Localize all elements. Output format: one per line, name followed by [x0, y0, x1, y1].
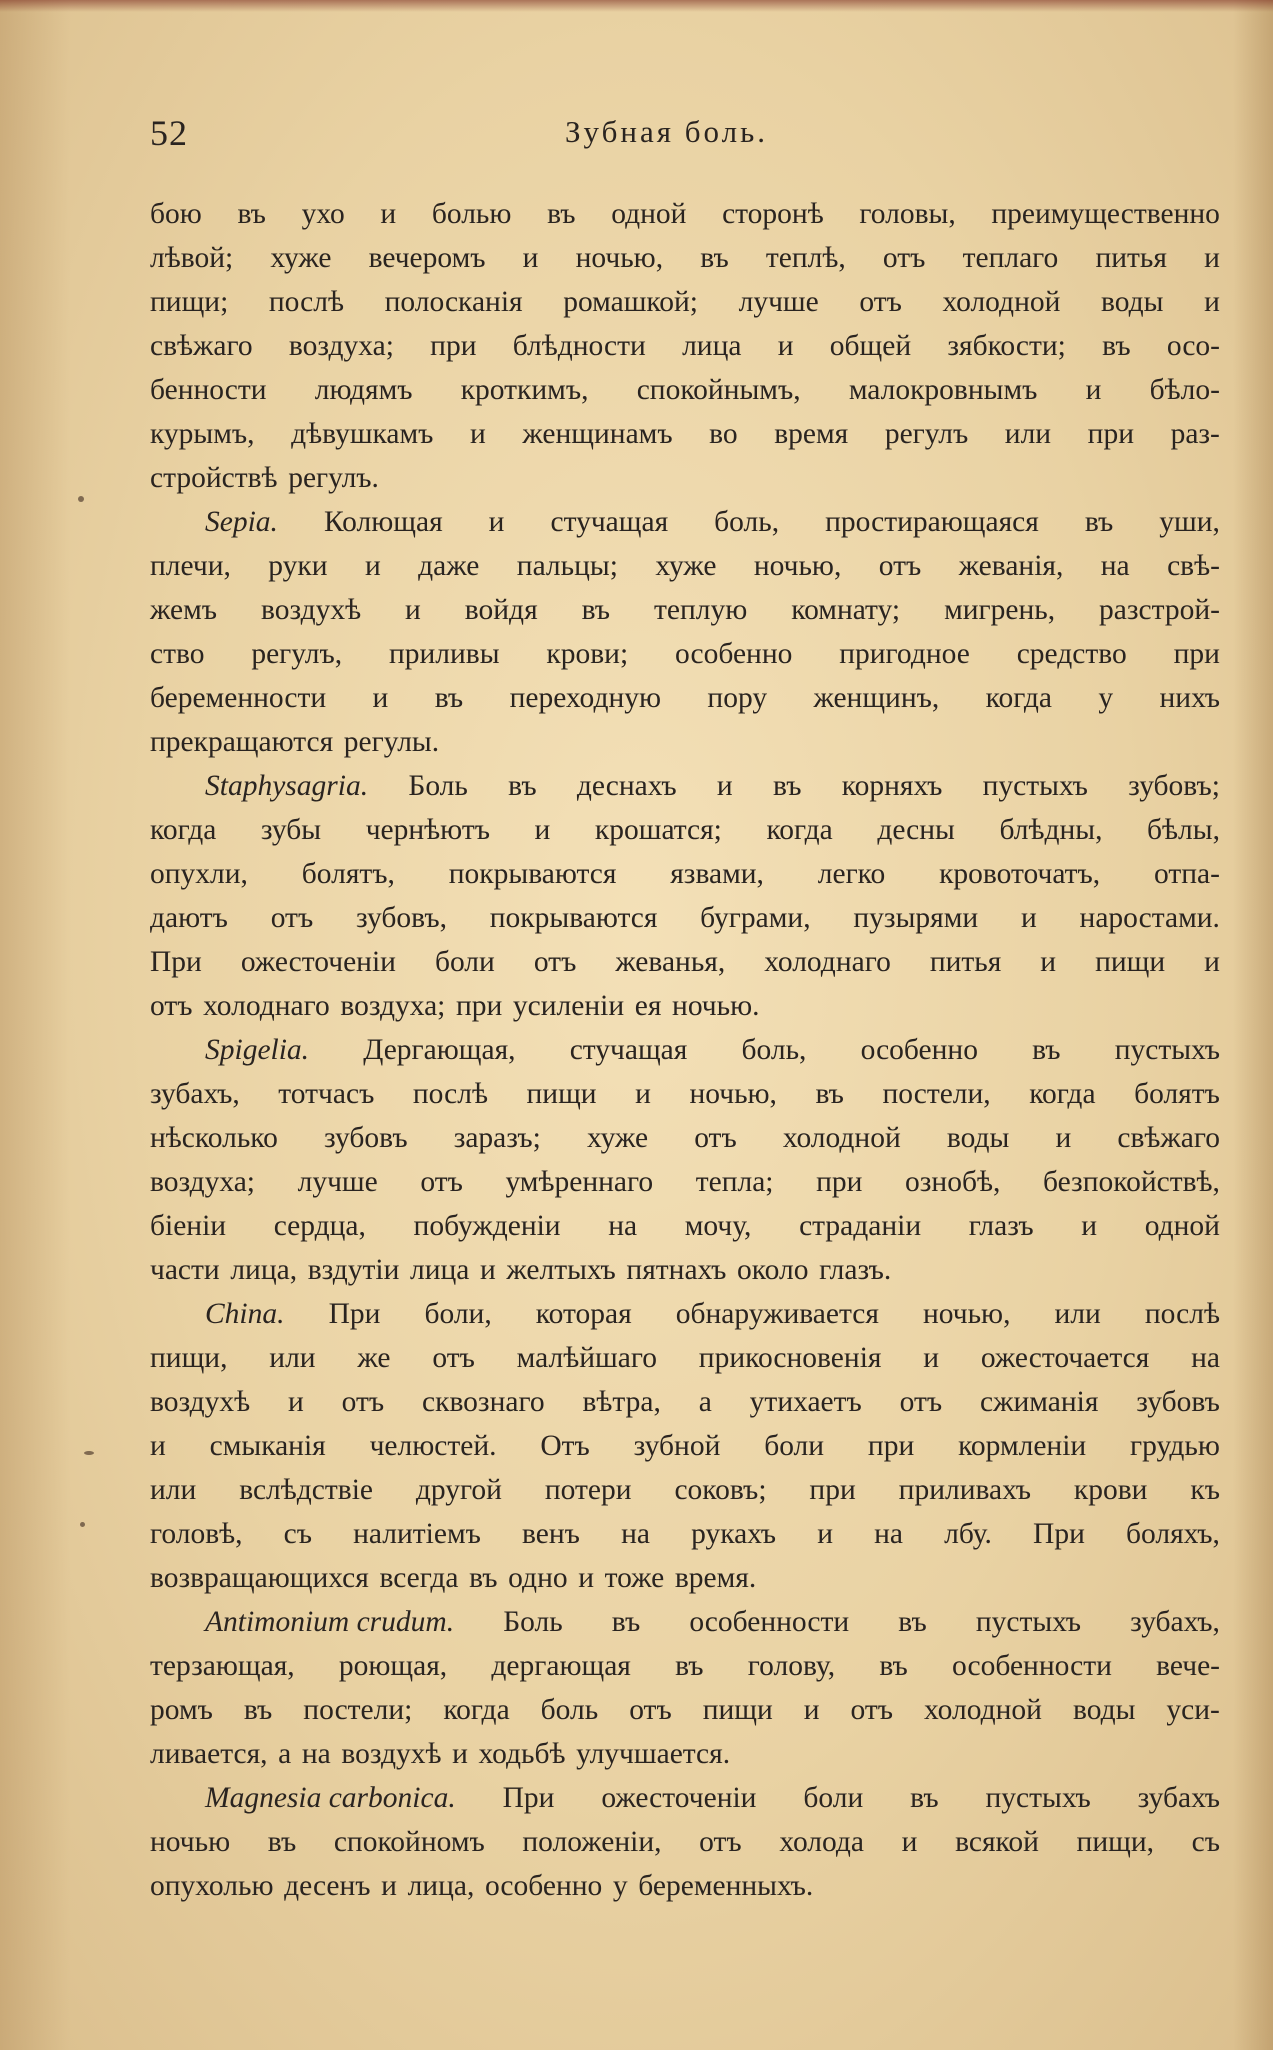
paragraph [150, 192, 1220, 500]
ink-speck [80, 1522, 85, 1527]
text-line: ство регулъ, приливы крови; особенно пригодное средство при [150, 638, 1220, 670]
text-line: терзающая, роющая, дергающая въ голову, въ особенности вече- [150, 1650, 1220, 1682]
page-edge-shadow-left [0, 0, 70, 2050]
text-line: когда зубы чернѣютъ и крошатся; когда десны блѣдны, бѣлы, [150, 814, 1220, 846]
text-line: Spigelia. Дергающая, стучащая боль, особенно въ пустыхъ [150, 1028, 1220, 1072]
text-line: зубахъ, тотчасъ послѣ пищи и ночью, въ постели, когда болятъ [150, 1078, 1220, 1110]
text-line: China. При боли, которая обнаруживается ночью, или послѣ [150, 1292, 1220, 1336]
remedy-name: Antimonium crudum. [205, 1606, 455, 1638]
text-line: Antimonium crudum. Боль въ особенности въ пустыхъ зубахъ, [150, 1600, 1220, 1644]
page-number: 52 [150, 113, 188, 153]
text-line: бенности людямъ кроткимъ, спокойнымъ, малокровнымъ и бѣло- [150, 374, 1220, 406]
text-line: или вслѣдствіе другой потери соковъ; при приливахъ крови къ [150, 1474, 1220, 1506]
text-line: пищи; послѣ полосканія ромашкой; лучше отъ холодной воды и [150, 286, 1220, 318]
text-line: опухли, болятъ, покрываются язвами, легко кровоточатъ, отпа- [150, 858, 1220, 890]
page-edge-shadow-right [1233, 0, 1273, 2050]
paragraph [150, 1600, 1220, 1776]
text-line: Magnesia carbonica. При ожесточеніи боли въ пустыхъ зубахъ [150, 1776, 1220, 1820]
paragraph [150, 500, 1220, 764]
text-line: ромъ въ постели; когда боль отъ пищи и отъ холодной воды уси- [150, 1694, 1220, 1726]
text-line: стройствѣ регулъ. [150, 462, 379, 494]
text-line: лѣвой; хуже вечеромъ и ночью, въ теплѣ, отъ теплаго питья и [150, 242, 1220, 274]
text-line: Staphysagria. Боль въ деснахъ и въ корняхъ пустыхъ зубовъ; [150, 764, 1220, 808]
text-line: воздуха; лучше отъ умѣреннаго тепла; при ознобѣ, безпокойствѣ, [150, 1166, 1220, 1198]
text-line: бою въ ухо и болью въ одной сторонѣ головы, преимущественно [150, 198, 1220, 230]
remedy-name: Spigelia. [205, 1034, 310, 1066]
text-line: прекращаются регулы. [150, 726, 440, 758]
text-line: опухолью десенъ и лица, особенно у беременныхъ. [150, 1870, 814, 1902]
paragraph [150, 764, 1220, 1028]
text-line: возвращающихся всегда въ одно и тоже время. [150, 1562, 757, 1594]
page-header [150, 112, 1220, 162]
text-line: части лица, вздутіи лица и желтыхъ пятнахъ около глазъ. [150, 1254, 892, 1286]
text-line: свѣжаго воздуха; при блѣдности лица и общей зябкости; въ осо- [150, 330, 1220, 362]
text-line: курымъ, дѣвушкамъ и женщинамъ во время регулъ или при раз- [150, 418, 1220, 450]
remedy-name: Sepia. [205, 506, 278, 538]
text-line: ливается, а на воздухѣ и ходьбѣ улучшается. [150, 1738, 731, 1770]
remedy-name: Staphysagria. [205, 770, 369, 802]
ink-speck [78, 496, 84, 502]
text-line: и смыканія челюстей. Отъ зубной боли при кормленіи грудью [150, 1430, 1220, 1462]
text-line: біеніи сердца, побужденіи на мочу, страданіи глазъ и одной [150, 1210, 1220, 1242]
page-body-text [150, 192, 1220, 1908]
text-line: беременности и въ переходную пору женщинъ, когда у нихъ [150, 682, 1220, 714]
text-line: пищи, или же отъ малѣйшаго прикосновенія и ожесточается на [150, 1342, 1220, 1374]
page-top-stain [0, 0, 1273, 12]
text-line: нѣсколько зубовъ заразъ; хуже отъ холодной воды и свѣжаго [150, 1122, 1220, 1154]
text-line: воздухѣ и отъ сквознаго вѣтра, а утихаетъ отъ сжиманія зубовъ [150, 1386, 1220, 1418]
paragraph [150, 1776, 1220, 1908]
ink-speck [84, 1451, 94, 1455]
text-line: Sepia. Колющая и стучащая боль, простирающаяся въ уши, [150, 500, 1220, 544]
text-line: головѣ, съ налитіемъ венъ на рукахъ и на лбу. При боляхъ, [150, 1518, 1220, 1550]
remedy-name: Magnesia carbonica. [205, 1782, 456, 1814]
paragraph [150, 1292, 1220, 1600]
remedy-name: China. [205, 1298, 285, 1330]
paragraph [150, 1028, 1220, 1292]
text-line: ночью въ спокойномъ положеніи, отъ холода и всякой пищи, съ [150, 1826, 1220, 1858]
text-line: жемъ воздухѣ и войдя въ теплую комнату; мигрень, разстрой- [150, 594, 1220, 626]
text-line: При ожесточеніи боли отъ жеванья, холоднаго питья и пищи и [150, 946, 1220, 978]
text-line: плечи, руки и даже пальцы; хуже ночью, отъ жеванія, на свѣ- [150, 550, 1220, 582]
text-line: отъ холоднаго воздуха; при усиленіи ея ночью. [150, 990, 760, 1022]
running-title: Зубная боль. [565, 114, 768, 149]
text-line: даютъ отъ зубовъ, покрываются буграми, пузырями и наростами. [150, 902, 1220, 934]
